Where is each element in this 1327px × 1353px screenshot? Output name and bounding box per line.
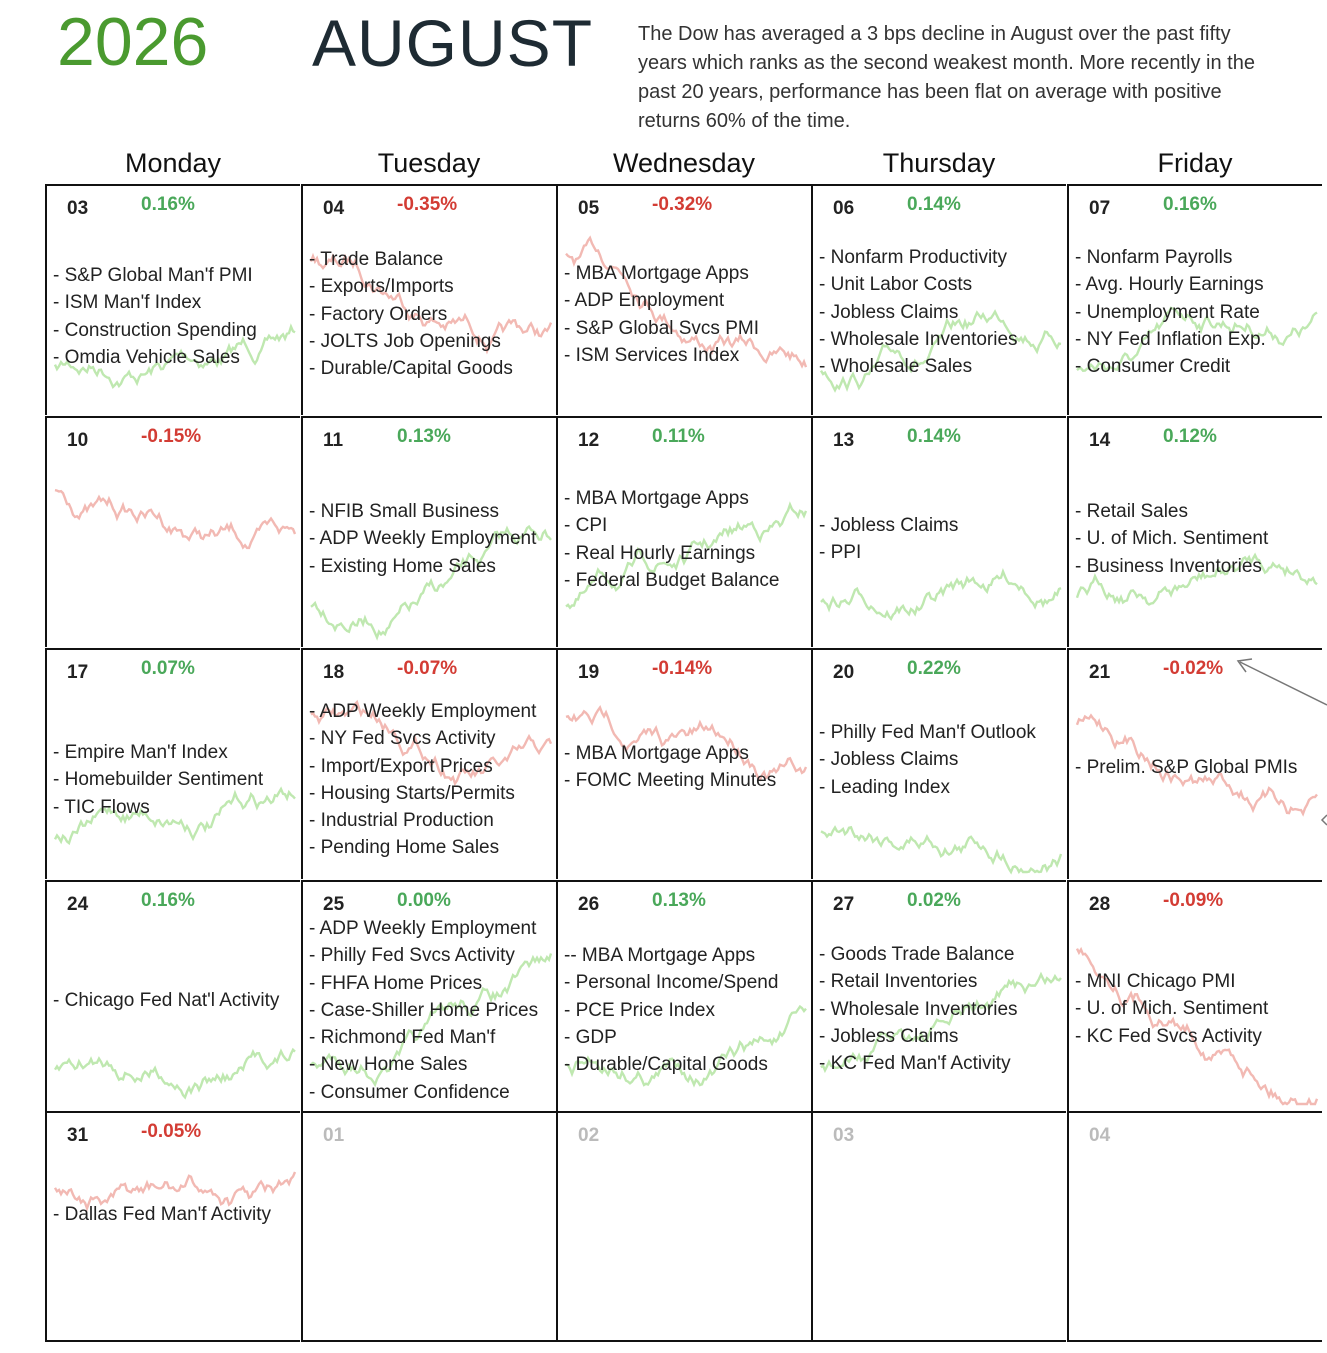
month-title: AUGUST	[312, 6, 594, 80]
event-item: - MBA Mortgage Apps	[564, 488, 749, 509]
event-item: - Jobless Claims	[819, 749, 959, 771]
day-cell	[45, 1111, 300, 1342]
event-item: - Industrial Production	[309, 810, 494, 832]
day-cell	[556, 416, 811, 647]
event-item: - GDP	[564, 1026, 617, 1048]
event-item: - New Home Sales	[309, 1054, 468, 1076]
day-cell	[1067, 880, 1322, 1111]
day-cell	[556, 184, 811, 415]
avg-change: -0.05%	[141, 1121, 202, 1142]
event-list	[819, 941, 1064, 1077]
day-number: 20	[833, 662, 855, 683]
day-number: 04	[323, 198, 345, 219]
event-item: - CPI	[564, 515, 608, 537]
weekday-friday: Friday	[1157, 148, 1233, 178]
day-cell	[45, 880, 300, 1111]
day-cell	[45, 416, 300, 647]
avg-change: -0.07%	[397, 658, 458, 679]
day-number: 04	[1089, 1125, 1111, 1146]
event-item: - ISM Services Index	[564, 344, 740, 366]
avg-change: 0.02%	[907, 890, 961, 911]
avg-change: 0.13%	[397, 426, 451, 447]
event-list	[309, 246, 554, 382]
event-list	[53, 987, 298, 1014]
day-number: 03	[67, 198, 89, 219]
event-item: - Unit Labor Costs	[819, 274, 973, 296]
event-list	[53, 1201, 298, 1228]
avg-change: -0.15%	[141, 426, 202, 447]
event-list	[309, 915, 554, 1106]
day-cell	[301, 648, 556, 879]
avg-change: 0.07%	[141, 658, 195, 679]
avg-change: 0.13%	[652, 890, 706, 911]
day-cell	[301, 184, 556, 415]
day-number: 07	[1089, 198, 1111, 219]
event-list	[1075, 968, 1320, 1050]
calendar-grid	[45, 184, 1327, 1344]
event-item: - Durable/Capital Goods	[564, 1054, 768, 1076]
weekday-monday: Monday	[124, 148, 222, 178]
event-item: - S&P Global Man'f PMI	[53, 265, 253, 286]
day-number: 01	[323, 1125, 345, 1146]
avg-change: 0.14%	[907, 426, 961, 447]
event-list	[564, 485, 809, 594]
seasonality-note: The Dow has averaged a 3 bps decline in August over the past fifty years which ranks as the second weakest month. More recently in the past 20 years, performance has been flat on average with positive returns 60% of the time.	[638, 23, 1255, 132]
day-number: 25	[323, 894, 345, 915]
event-item: - S&P Global Svcs PMI	[564, 317, 759, 339]
event-list	[53, 739, 298, 821]
day-number: 18	[323, 662, 345, 683]
day-cell	[811, 648, 1066, 879]
day-number: 06	[833, 198, 855, 219]
event-item: - Federal Budget Balance	[564, 569, 780, 591]
day-cell	[811, 416, 1066, 647]
day-cell	[45, 184, 300, 415]
event-item: - Empire Man'f Index	[53, 742, 228, 763]
weekday-tuesday: Tuesday	[377, 148, 481, 178]
event-item: - KC Fed Man'f Activity	[819, 1053, 1011, 1075]
day-cell	[811, 1111, 1066, 1342]
event-item: - MBA Mortgage Apps	[564, 263, 749, 284]
event-list	[1075, 754, 1320, 781]
event-item: - Prelim. S&P Global PMIs	[1075, 757, 1298, 778]
event-item: - Jobless Claims	[819, 515, 959, 536]
event-list	[53, 262, 298, 371]
event-item: - Jobless Claims	[819, 1025, 959, 1047]
event-item: - Homebuilder Sentiment	[53, 769, 264, 791]
avg-change: 0.12%	[1163, 426, 1217, 447]
avg-change: -0.02%	[1163, 658, 1224, 679]
avg-change: -0.09%	[1163, 890, 1224, 911]
event-item: - U. of Mich. Sentiment	[1075, 998, 1269, 1020]
avg-change: 0.00%	[397, 890, 451, 911]
day-number: 02	[578, 1125, 600, 1146]
year-title: 2026	[57, 4, 209, 80]
event-list	[309, 698, 554, 862]
event-list	[1075, 244, 1320, 380]
event-item: - Exports/Imports	[309, 276, 454, 298]
avg-change: 0.11%	[652, 426, 705, 447]
day-number: 26	[578, 894, 600, 915]
event-item: - MNI Chicago PMI	[1075, 971, 1236, 992]
day-cell	[1067, 1111, 1322, 1342]
day-number: 28	[1089, 894, 1111, 915]
event-item: - Philly Fed Man'f Outlook	[819, 722, 1036, 743]
day-cell	[45, 648, 300, 879]
day-number: 24	[67, 894, 89, 915]
event-item: - FOMC Meeting Minutes	[564, 770, 777, 792]
day-number: 14	[1089, 430, 1111, 451]
event-item: - ADP Weekly Employment	[309, 918, 537, 939]
day-number: 21	[1089, 662, 1111, 683]
event-item: - Business Inventories	[1075, 555, 1262, 577]
event-item: - ADP Weekly Employment	[309, 528, 537, 550]
seasonal-sparkline	[47, 418, 300, 647]
day-cell	[1067, 184, 1322, 415]
event-item: - Durable/Capital Goods	[309, 358, 513, 380]
avg-change: -0.32%	[652, 194, 713, 215]
day-number: 31	[67, 1125, 89, 1146]
event-item: - Wholesale Inventories	[819, 998, 1018, 1020]
event-item: - FHFA Home Prices	[309, 972, 483, 994]
event-list	[1075, 498, 1320, 580]
event-item: - ISM Man'f Index	[53, 292, 202, 314]
day-number: 05	[578, 198, 600, 219]
event-item: - JOLTS Job Openings	[309, 330, 501, 352]
event-item: - Factory Orders	[309, 303, 448, 325]
avg-change: 0.16%	[1163, 194, 1217, 215]
event-list	[564, 740, 809, 795]
event-item: - Pending Home Sales	[309, 837, 500, 859]
day-cell	[1067, 416, 1322, 647]
event-item: - Import/Export Prices	[309, 755, 493, 777]
day-cell	[556, 648, 811, 879]
event-item: - KC Fed Svcs Activity	[1075, 1025, 1262, 1047]
event-item: - Unemployment Rate	[1075, 301, 1260, 323]
event-list	[819, 512, 1064, 567]
event-item: - NY Fed Svcs Activity	[309, 728, 496, 750]
event-item: - PCE Price Index	[564, 999, 715, 1021]
avg-change: 0.22%	[907, 658, 961, 679]
event-item: - Consumer Credit	[1075, 356, 1231, 378]
event-item: - U. of Mich. Sentiment	[1075, 528, 1269, 550]
event-item: - MBA Mortgage Apps	[564, 743, 749, 764]
avg-change: 0.16%	[141, 890, 195, 911]
day-number: 19	[578, 662, 600, 683]
weekday-wednesday: Wednesday	[612, 148, 756, 178]
day-number: 17	[67, 662, 89, 683]
event-item: - Construction Spending	[53, 319, 257, 341]
day-cell	[811, 184, 1066, 415]
day-cell	[811, 880, 1066, 1111]
day-cell	[301, 1111, 556, 1342]
day-number: 11	[323, 430, 344, 451]
event-list	[564, 942, 809, 1078]
event-item: - Consumer Confidence	[309, 1081, 510, 1103]
event-list	[819, 244, 1064, 380]
event-list	[309, 498, 554, 580]
event-list	[819, 719, 1064, 801]
event-item: - Housing Starts/Permits	[309, 782, 515, 804]
event-item: - Omdia Vehicle Sales	[53, 346, 240, 368]
event-item: - Leading Index	[819, 776, 950, 798]
event-item: - Avg. Hourly Earnings	[1075, 274, 1264, 296]
event-item: -- MBA Mortgage Apps	[564, 945, 756, 966]
event-item: - PPI	[819, 542, 862, 564]
day-number: 27	[833, 894, 855, 915]
event-item: - TIC Flows	[53, 796, 150, 818]
event-item: - NFIB Small Business	[309, 501, 500, 522]
event-item: - Nonfarm Productivity	[819, 247, 1007, 268]
event-item: - Richmond Fed Man'f	[309, 1027, 496, 1049]
day-cell	[301, 416, 556, 647]
event-item: - Real Hourly Earnings	[564, 542, 756, 564]
event-item: - Jobless Claims	[819, 301, 959, 323]
avg-change: 0.16%	[141, 194, 195, 215]
event-item: - Trade Balance	[309, 249, 444, 270]
event-item: - Wholesale Inventories	[819, 328, 1018, 350]
event-item: - Personal Income/Spend	[564, 972, 779, 994]
avg-change: -0.14%	[652, 658, 713, 679]
avg-change: 0.14%	[907, 194, 961, 215]
day-number: 12	[578, 430, 600, 451]
event-item: - Case-Shiller Home Prices	[309, 999, 539, 1021]
event-list	[564, 260, 809, 369]
weekday-thursday: Thursday	[882, 148, 996, 178]
event-item: - Nonfarm Payrolls	[1075, 247, 1233, 268]
event-item: - ADP Weekly Employment	[309, 701, 537, 722]
event-item: - Retail Inventories	[819, 971, 978, 993]
day-cell	[556, 1111, 811, 1342]
day-number: 10	[67, 430, 89, 451]
day-cell	[556, 880, 811, 1111]
day-cell	[1067, 648, 1322, 879]
event-item: - Chicago Fed Nat'l Activity	[53, 990, 280, 1011]
event-item: - ADP Employment	[564, 290, 725, 312]
event-item: - Dallas Fed Man'f Activity	[53, 1204, 271, 1225]
day-number: 03	[833, 1125, 855, 1146]
event-item: - Wholesale Sales	[819, 356, 973, 378]
day-cell	[301, 880, 556, 1111]
event-item: - NY Fed Inflation Exp.	[1075, 328, 1266, 350]
day-number: 13	[833, 430, 855, 451]
event-item: - Philly Fed Svcs Activity	[309, 945, 515, 967]
event-item: - Existing Home Sales	[309, 555, 496, 577]
event-item: - Retail Sales	[1075, 501, 1188, 522]
avg-change: -0.35%	[397, 194, 458, 215]
event-item: - Goods Trade Balance	[819, 944, 1015, 965]
